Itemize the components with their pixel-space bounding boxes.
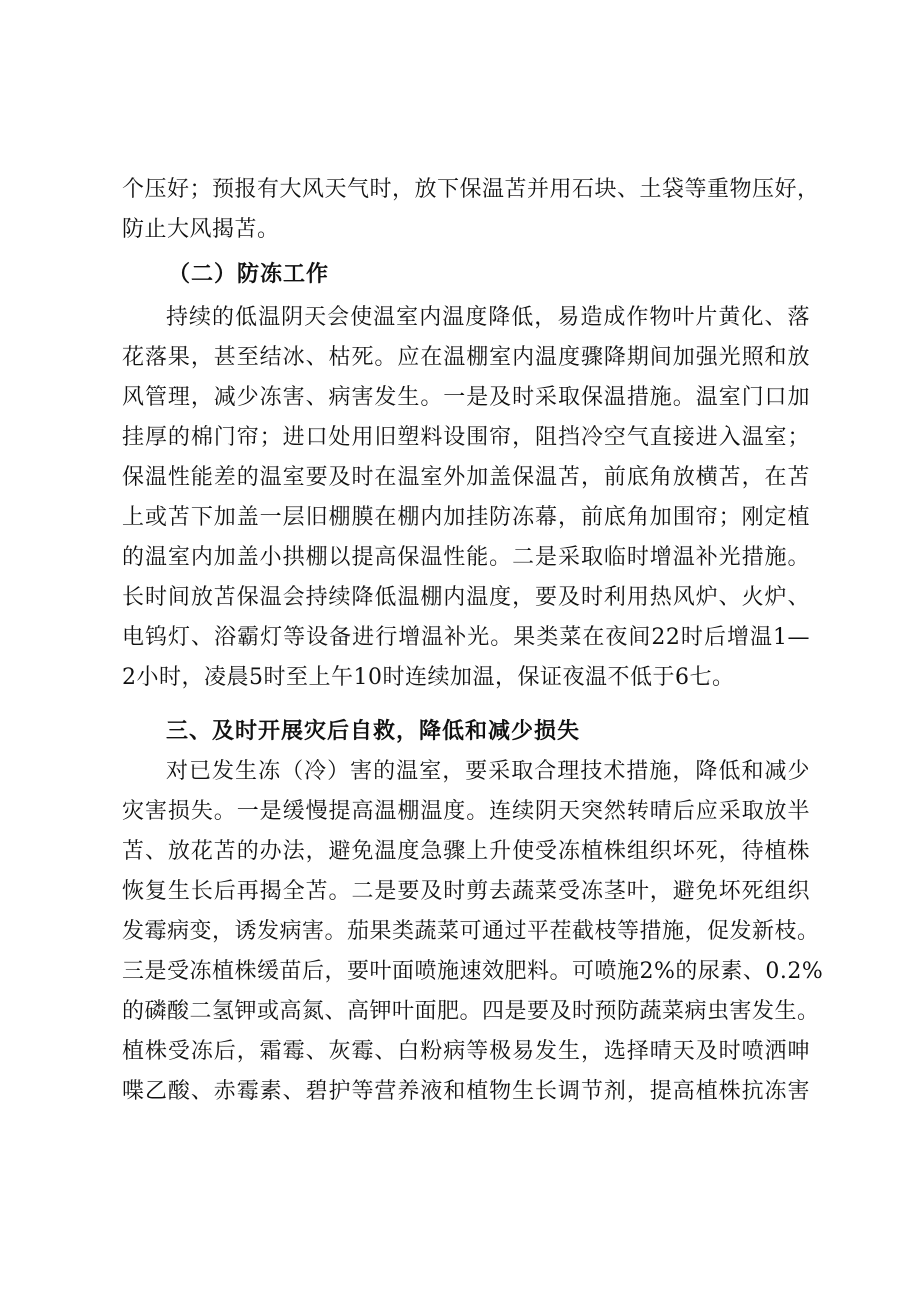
paragraph-line: 花落果，甚至结冰、枯死。应在温棚室内温度骤降期间加强光照和放 — [122, 345, 810, 370]
paragraph-line: 个压好；预报有大风天气时，放下保温苫并用石块、土袋等重物压好， — [122, 177, 820, 202]
paragraph-line: 2小时，凌晨5时至上午10时连续加温，保证夜温不低于6七。 — [122, 665, 735, 690]
paragraph-line: 对已发生冻（冷）害的温室，要采取合理技术措施，降低和减少 — [166, 759, 810, 784]
paragraph-line: 防止大风揭苫。 — [122, 217, 280, 242]
paragraph-line: 苫、放花苫的办法，避免温度急骤上升使受冻植株组织坏死，待植株 — [122, 839, 810, 864]
paragraph-line: 的磷酸二氢钾或高氮、高钾叶面肥。四是要及时预防蔬菜病虫害发生。 — [122, 999, 820, 1024]
paragraph-line: 电钨灯、浴霸灯等设备进行增温补光。果类菜在夜间22时后增温1— — [122, 625, 810, 650]
paragraph-line: 上或苫下加盖一层旧棚膜在棚内加挂防冻幕，前底角加围帘；刚定植 — [122, 505, 810, 530]
paragraph-line: 发霉病变，诱发病害。茄果类蔬菜可通过平茬截枝等措施，促发新枝。 — [122, 919, 820, 944]
paragraph-line: 三是受冻植株缓苗后，要叶面喷施速效肥料。可喷施2%的尿素、0.2% — [122, 959, 824, 984]
paragraph-line: 喋乙酸、赤霉素、碧护等营养液和植物生长调节剂，提高植株抗冻害 — [122, 1079, 810, 1104]
paragraph-line: 植株受冻后，霜霉、灰霉、白粉病等极易发生，选择晴天及时喷洒呻 — [122, 1039, 810, 1064]
paragraph-line: 风管理，减少冻害、病害发生。一是及时采取保温措施。温室门口加 — [122, 385, 810, 410]
section-heading-recovery: 三、及时开展灾后自救，降低和减少损失 — [166, 719, 581, 744]
section-heading-frost: （二）防冻工作 — [168, 262, 330, 287]
paragraph-line: 长时间放苫保温会持续降低温棚内温度，要及时利用热风炉、火炉、 — [122, 585, 810, 610]
paragraph-line: 恢复生长后再揭全苫。二是要及时剪去蔬菜受冻茎叶，避免坏死组织 — [122, 879, 810, 904]
paragraph-line: 灾害损失。一是缓慢提高温棚温度。连续阴天突然转晴后应采取放半 — [122, 799, 810, 824]
paragraph-line: 挂厚的棉门帘；进口处用旧塑料设围帘，阻挡冷空气直接进入温室； — [122, 425, 810, 450]
paragraph-line: 持续的低温阴天会使温室内温度降低，易造成作物叶片黄化、落 — [166, 305, 810, 330]
paragraph-line: 保温性能差的温室要及时在温室外加盖保温苫，前底角放横苫，在苫 — [122, 465, 810, 490]
paragraph-line: 的温室内加盖小拱棚以提高保温性能。二是采取临时增温补光措施。 — [122, 545, 810, 570]
